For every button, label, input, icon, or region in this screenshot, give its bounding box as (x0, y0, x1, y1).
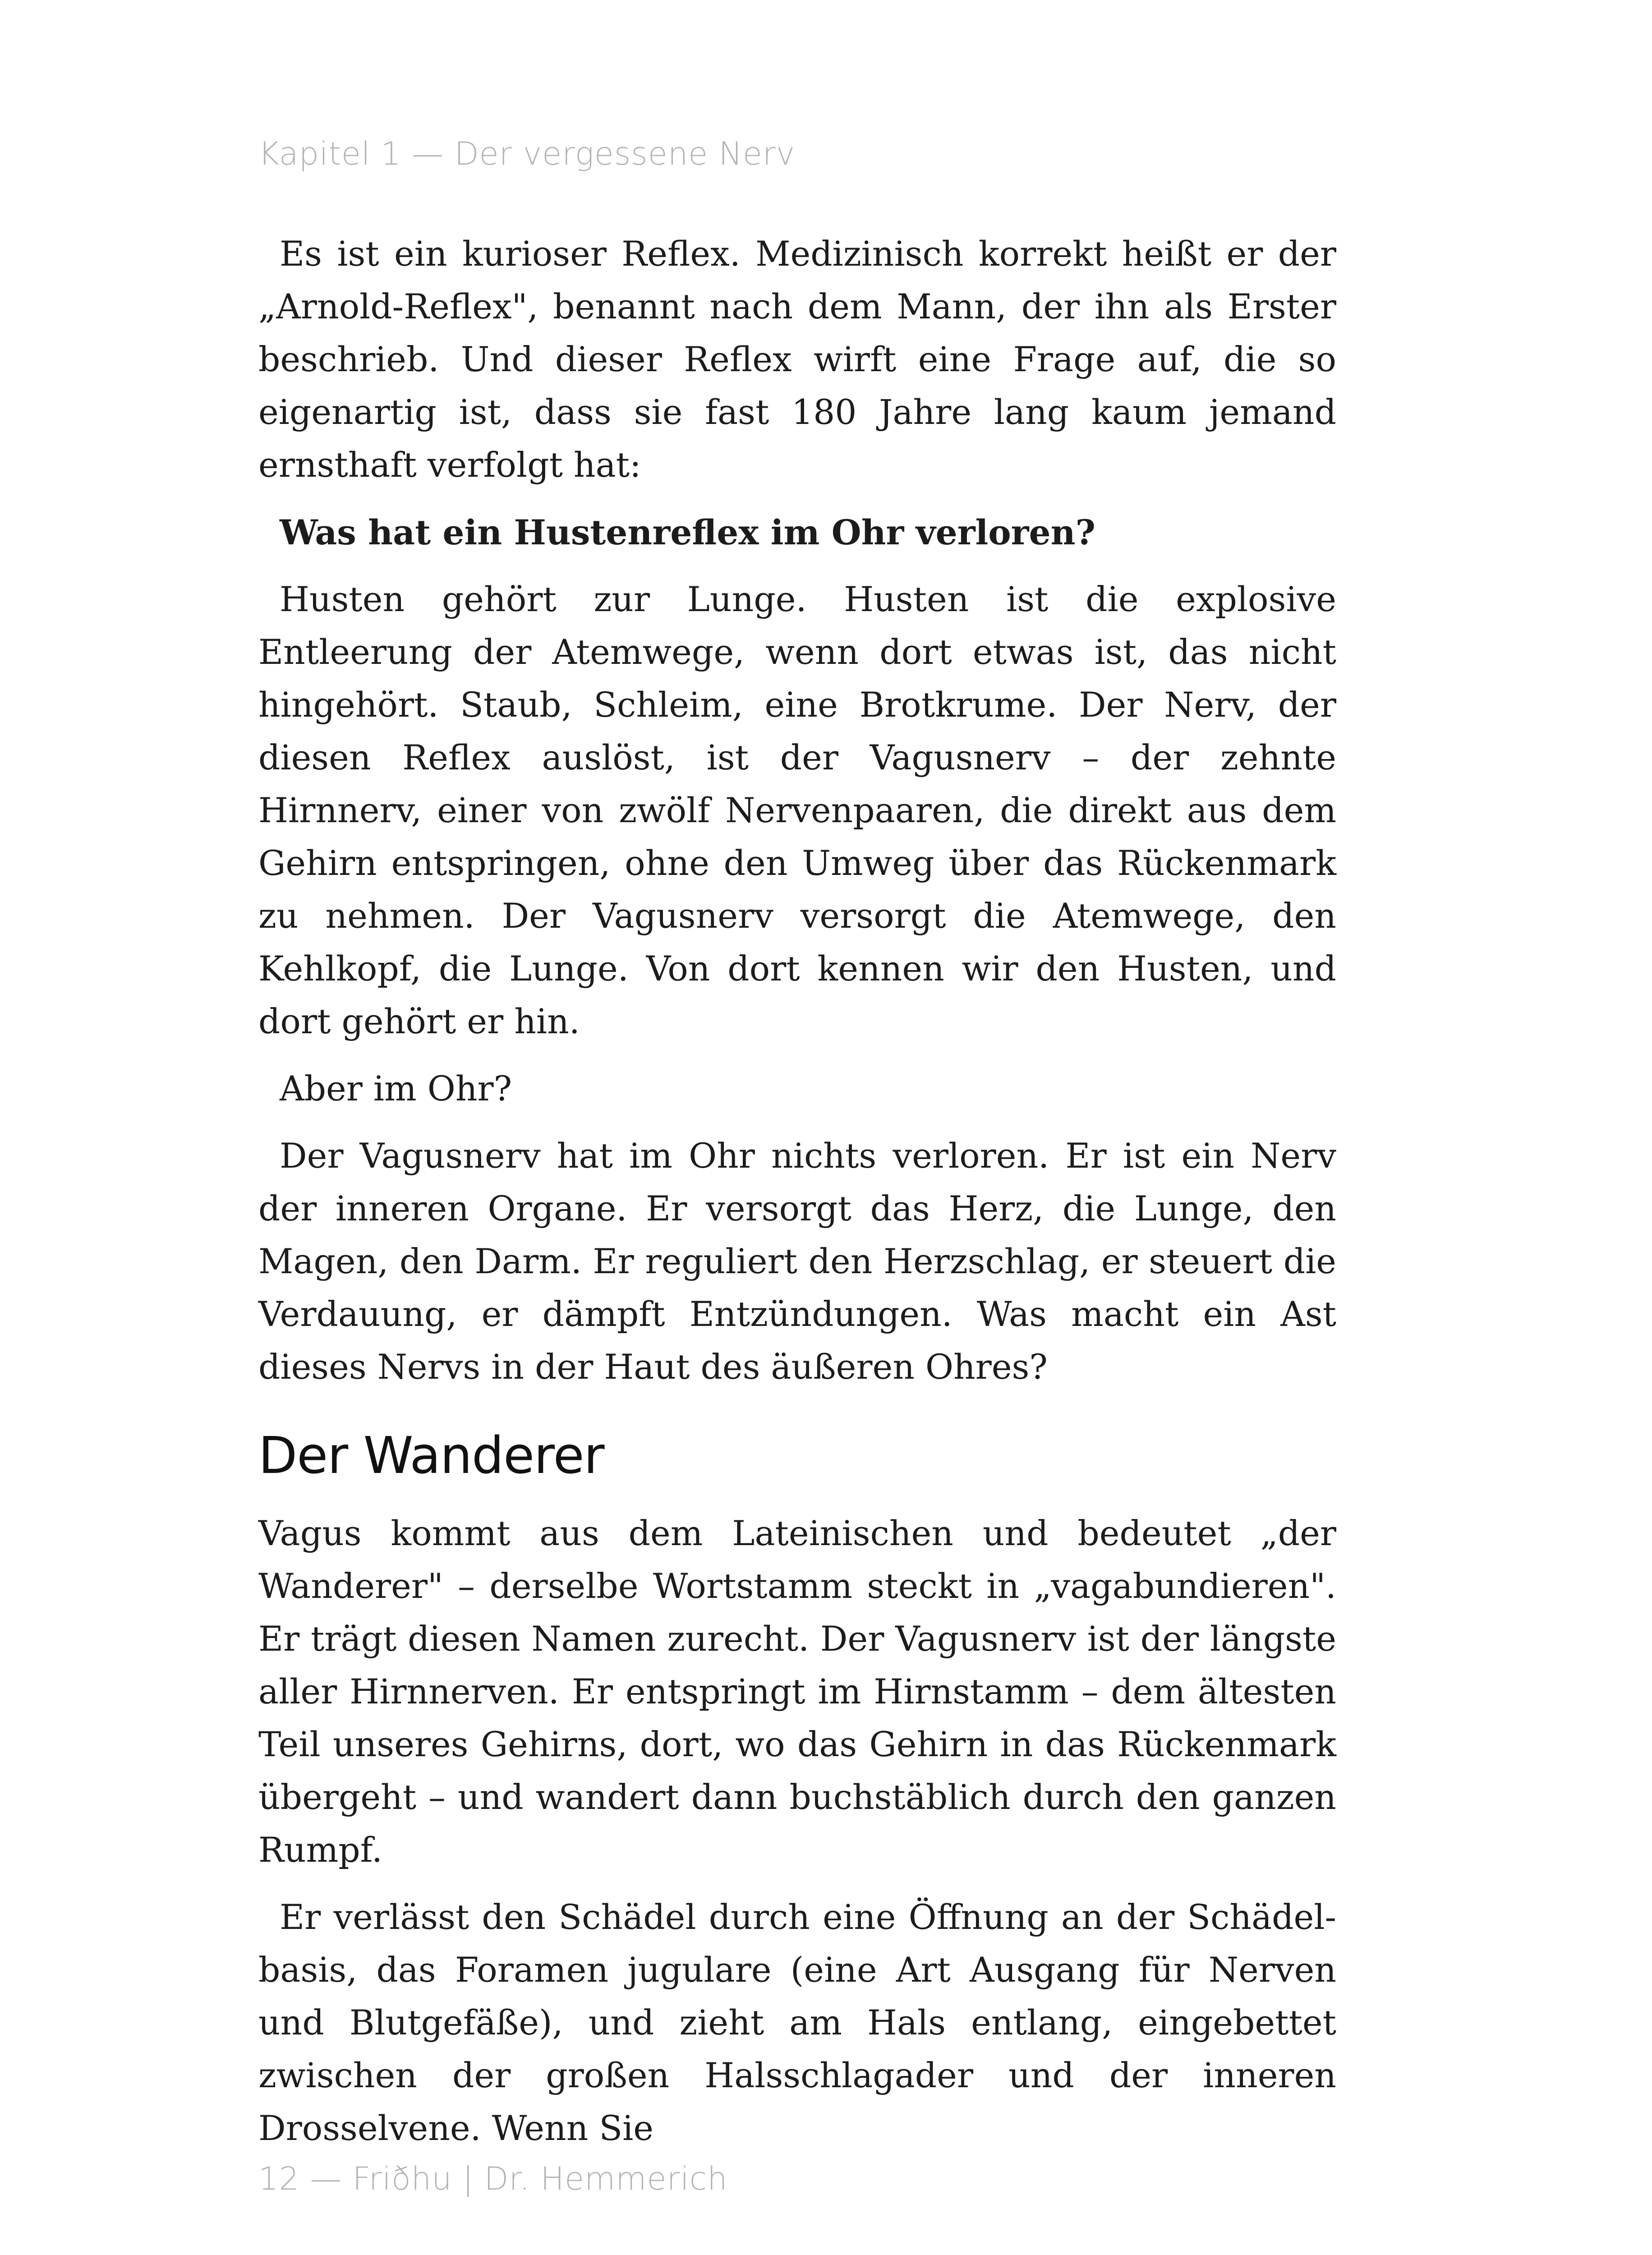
page-footer: 12 — Friðhu | Dr. Hemmerich (258, 2160, 728, 2197)
page-body (258, 228, 1336, 2169)
section-heading: Der Wanderer (258, 1427, 604, 1485)
paragraph-5: Vagus kommt aus dem Lateinischen und bedeutet „der Wanderer" – derselbe Wortstamm steckt in „vagabundieren". Er trägt diesen Namen zurecht. Der Vagusnerv ist der längste aller Hirnnerven. Er entspringt im Hirnstamm – dem ältesten Teil unseres Gehirns, dort, wo das Gehirn in das Rückenmark übergeht – und wandert dann buchstäblich durch den ganzen Rumpf. (258, 1514, 1336, 1870)
running-head: Kapitel 1 — Der vergessene Nerv (258, 135, 796, 172)
paragraph-6: Er verlässt den Schädel durch eine Öffnung an der Schädelbasis, das Foramen jugulare (eine Art Ausgang für Nerven und Blutgefäße), und zieht am Hals entlang, eingebettet zwischen der großen Halsschlagader und der inneren Drosselvene. Wenn Sie (258, 1897, 1336, 2148)
bold-question: Was hat ein Hustenreflex im Ohr verloren? (280, 512, 1095, 552)
paragraph-4: Der Vagusnerv hat im Ohr nichts verloren. Er ist ein Nerv der inneren Organe. Er versorgt das Herz, die Lunge, den Magen, den Darm. Er reguliert den Herzschlag, er steuert die Verdauung, er dämpft Entzündungen. Was macht ein Ast dieses Nervs in der Haut des äußeren Ohres? (258, 1136, 1336, 1387)
paragraph-3: Aber im Ohr? (280, 1069, 512, 1109)
paragraph-2: Husten gehört zur Lunge. Husten ist die explosive Entleerung der Atemwege, wenn dort etwas ist, das nicht hingehört. Staub, Schleim, eine Brotkrume. Der Nerv, der diesen Reflex auslöst, ist der Vagusnerv – der zehnte Hirnnerv, einer von zwölf Nervenpaaren, die direkt aus dem Gehirn entspringen, ohne den Umweg über das Rückenmark zu nehmen. Der Vagusnerv versorgt die Atemwege, den Kehlkopf, die Lunge. Von dort kennen wir den Husten, und dort gehört er hin. (258, 580, 1336, 1041)
paragraph-1: Es ist ein kurioser Reflex. Medizinisch korrekt heißt er der „Arnold-Reflex", benannt nach dem Mann, der ihn als Erster beschrieb. Und dieser Reflex wirft eine Frage auf, die so eigenartig ist, dass sie fast 180 Jahre lang kaum jemand ernsthaft verfolgt hat: (258, 234, 1336, 485)
